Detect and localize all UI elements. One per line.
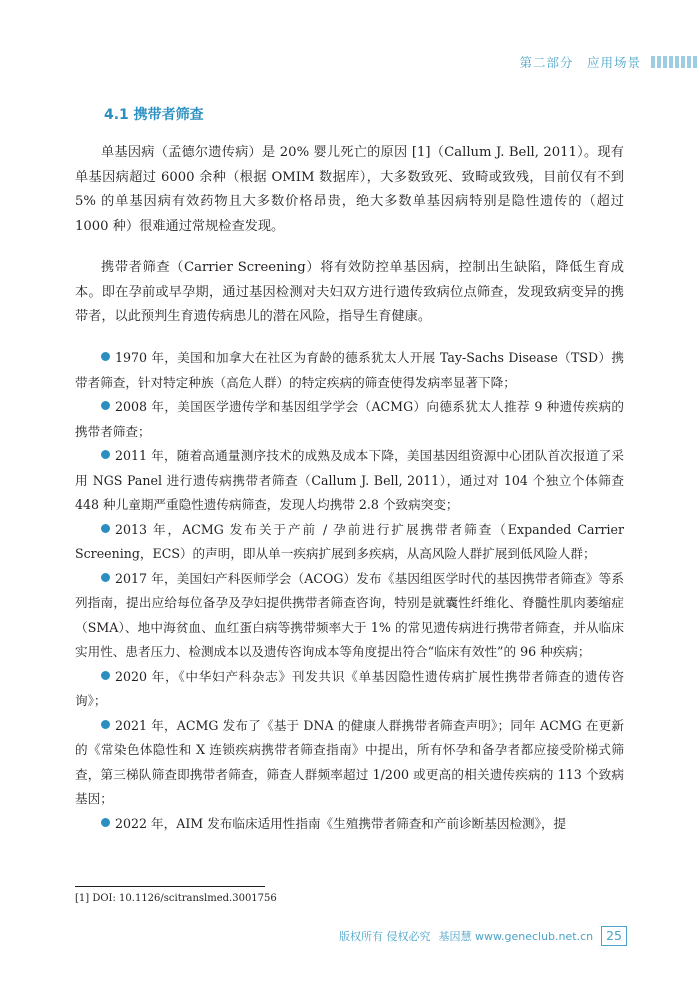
body-text-2	[75, 256, 624, 330]
running-header	[519, 51, 699, 73]
paragraph-2: 携带者筛查（Carrier Screening）将有效防控单基因病，控制出生缺陷，降低生育成本。即在孕前或早孕期，通过基因检测对夫妇双方进行遗传致病位点筛查，发现致病变异的携带者，以此预判生育遗传病患儿的潜在风险，指导生育健康。	[75, 260, 624, 324]
footnote: [1] DOI: 10.1126/scitranslmed.3001756	[75, 893, 277, 904]
bullet-icon	[101, 671, 110, 680]
list-item: 2022 年，AIM 发布临床适用性指南《生殖携带者筛查和产前诊断基因检测》，提	[75, 812, 624, 837]
list-item: 2021 年，ACMG 发布了《基于 DNA 的健康人群携带者筛查声明》；同年 ACMG 在更新的《常染色体隐性和 X 连锁疾病携带者筛查指南》中提出，所有怀孕和备孕者都应接受阶梯式筛查，第三梯队筛查即携带者筛查，筛查人群频率超过 1/200 或更高的相关遗传疾病的 113 个致病基因；	[75, 717, 624, 806]
bullet-icon	[101, 401, 110, 410]
footer-rights: 版权所有 侵权必究	[339, 930, 431, 943]
list-item: 1970 年，美国和加拿大在社区为育龄的德系犹太人开展 Tay-Sachs Disease（TSD）携带者筛查，针对特定种族（高危人群）的特定疾病的筛查使得发病率显著下降；	[75, 350, 624, 390]
list-item: 2011 年，随着高通量测序技术的成熟及成本下降，美国基因组资源中心团队首次报道了采用 NGS Panel 进行遗传病携带者筛查（Callum J. Bell, 2011），通过对 104 个独立个体筛查 448 种儿童期严重隐性遗传病筛查，发现人均携带 2.8 个致病突变；	[75, 448, 624, 512]
bullet-icon	[101, 818, 110, 827]
bullet-icon	[101, 720, 110, 729]
header-text: 第二部分 应用场景	[519, 55, 641, 70]
list-item: 2008 年，美国医学遗传学和基因组学学会（ACMG）向德系犹太人推荐 9 种遗传疾病的携带者筛查；	[75, 399, 624, 439]
bullet-icon	[101, 573, 110, 582]
page-footer	[331, 926, 627, 946]
list-item: 2020 年，《中华妇产科杂志》刊发共识《单基因隐性遗传病扩展性携带者筛查的遗传咨询》；	[75, 668, 624, 708]
footer-site: 基因慧 www.geneclub.net.cn	[438, 930, 594, 943]
bullet-icon	[101, 450, 110, 459]
paragraph-1: 单基因病（孟德尔遗传病）是 20% 婴儿死亡的原因 [1]（Callum J. Bell, 2011）。现有单基因病超过 6000 余种（根据 OMIM 数据库），大多数致死、致畸或致残，目前仅有不到 5% 的单基因病有效药物且大多数价格昂贵，绝大多数单基因病特别是隐性遗传的（超过 1000 种）很难通过常规检查发现。	[75, 145, 624, 234]
body-text	[75, 141, 624, 239]
section-title: 4.1 携带者筛查	[104, 107, 204, 123]
bullet-icon	[101, 352, 110, 361]
footnote-rule	[75, 886, 265, 887]
milestone-list	[75, 346, 624, 836]
list-item: 2017 年，美国妇产科医师学会（ACOG）发布《基因组医学时代的基因携带者筛查》等系列指南，提出应给每位备孕及孕妇提供携带者筛查咨询，特别是就囊性纤维化、脊髓性肌肉萎缩症（SMA）、地中海贫血、血红蛋白病等携带频率大于 1% 的常见遗传病进行携带者筛查，并从临床实用性、患者压力、检测成本以及遗传咨询成本等角度提出符合“临床有效性”的 96 种疾病；	[75, 570, 624, 659]
header-decoration	[651, 56, 699, 68]
list-item: 2013 年，ACMG 发布关于产前 / 孕前进行扩展携带者筛查（Expanded Carrier Screening，ECS）的声明，即从单一疾病扩展到多疾病，从高风险人群扩展到低风险人群；	[75, 521, 624, 561]
page-number: 25	[601, 926, 627, 946]
bullet-icon	[101, 524, 110, 533]
